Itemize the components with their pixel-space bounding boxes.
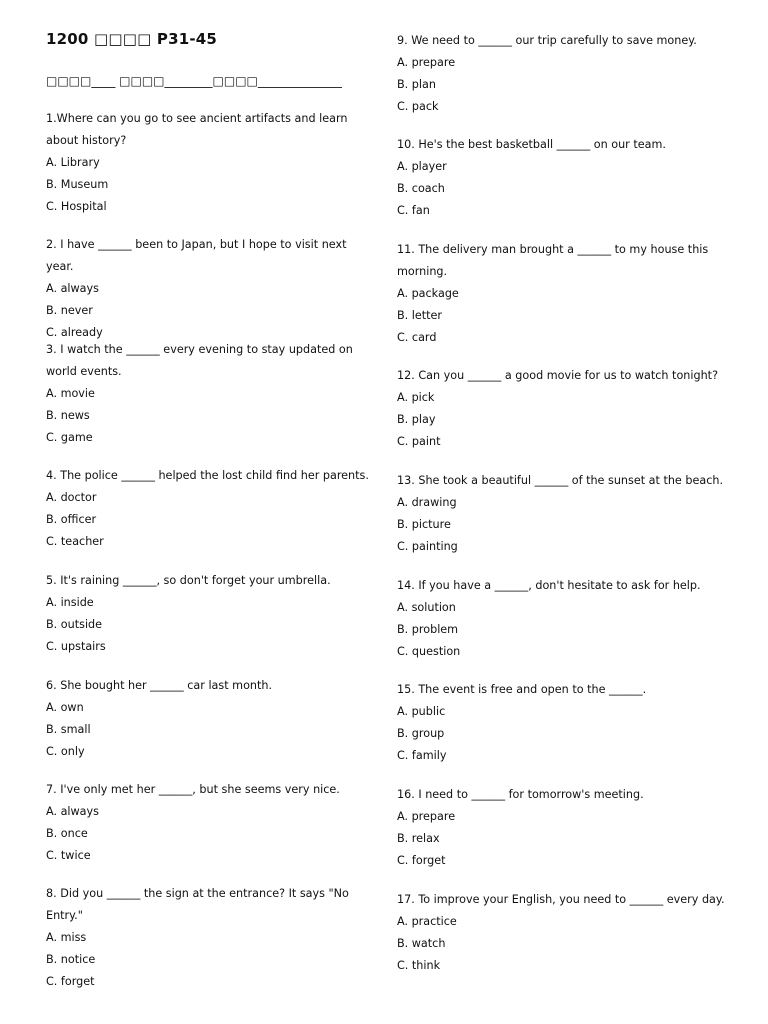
question-15 (397, 679, 727, 767)
option-b: B. relax (397, 832, 440, 845)
option-b: B. letter (397, 309, 443, 322)
option-c: C. forget (46, 975, 95, 988)
question-4 (46, 465, 376, 553)
question-text: 15. The event is free and open to the ______. (397, 683, 647, 696)
option-a: A. prepare (397, 810, 456, 823)
question-16 (397, 784, 727, 872)
question-1 (46, 108, 376, 218)
option-c: C. paint (397, 435, 441, 448)
question-5 (46, 570, 376, 658)
option-a: A. public (397, 705, 446, 718)
page-title: 1200 □□□□ P31-45 (46, 30, 218, 48)
question-2 (46, 234, 376, 344)
question-text: 16. I need to ______ for tomorrow's meeting. (397, 788, 644, 801)
option-a: A. own (46, 701, 84, 714)
option-c: C. upstairs (46, 640, 106, 653)
option-c: C. family (397, 749, 447, 762)
question-text: 3. I watch the ______ every evening to stay updated on world events. (46, 343, 353, 378)
option-a: A. package (397, 287, 459, 300)
option-b: B. coach (397, 182, 445, 195)
option-c: C. pack (397, 100, 439, 113)
question-text: 2. I have ______ been to Japan, but I hope to visit next year. (46, 238, 347, 273)
question-text: 9. We need to ______ our trip carefully to save money. (397, 34, 697, 47)
option-b: B. notice (46, 953, 96, 966)
option-b: B. outside (46, 618, 103, 631)
option-a: A. pick (397, 391, 435, 404)
option-a: A. always (46, 805, 99, 818)
question-text: 4. The police ______ helped the lost child find her parents. (46, 469, 369, 482)
question-8 (46, 883, 376, 993)
question-text: 7. I've only met her ______, but she seems very nice. (46, 783, 340, 796)
option-c: C. painting (397, 540, 458, 553)
question-text: 17. To improve your English, you need to ______ every day. (397, 893, 725, 906)
option-b: B. news (46, 409, 90, 422)
option-b: B. group (397, 727, 445, 740)
option-c: C. only (46, 745, 85, 758)
student-info-line: □□□□____ □□□□________□□□□______________ (46, 74, 342, 88)
option-a: A. Library (46, 156, 100, 169)
option-a: A. doctor (46, 491, 97, 504)
question-13 (397, 470, 727, 558)
option-a: A. movie (46, 387, 95, 400)
question-7 (46, 779, 376, 867)
option-c: C. twice (46, 849, 91, 862)
question-text: 13. She took a beautiful ______ of the sunset at the beach. (397, 474, 724, 487)
question-14 (397, 575, 727, 663)
option-b: B. plan (397, 78, 436, 91)
option-c: C. teacher (46, 535, 104, 548)
option-b: B. problem (397, 623, 459, 636)
option-a: A. player (397, 160, 447, 173)
option-b: B. small (46, 723, 91, 736)
question-3 (46, 339, 376, 449)
question-10 (397, 134, 727, 222)
question-text: 5. It's raining ______, so don't forget your umbrella. (46, 574, 331, 587)
option-b: B. Museum (46, 178, 109, 191)
option-c: C. fan (397, 204, 430, 217)
question-text: 10. He's the best basketball ______ on our team. (397, 138, 666, 151)
option-b: B. watch (397, 937, 446, 950)
question-9 (397, 30, 727, 118)
option-c: C. Hospital (46, 200, 107, 213)
question-12 (397, 365, 727, 453)
question-text: 6. She bought her ______ car last month. (46, 679, 273, 692)
question-text: 12. Can you ______ a good movie for us to watch tonight? (397, 369, 719, 382)
option-c: C. already (46, 326, 103, 339)
option-b: B. never (46, 304, 93, 317)
option-c: C. think (397, 959, 441, 972)
option-b: B. play (397, 413, 436, 426)
option-a: A. solution (397, 601, 456, 614)
option-b: B. officer (46, 513, 97, 526)
option-c: C. question (397, 645, 461, 658)
option-c: C. game (46, 431, 93, 444)
option-a: A. prepare (397, 56, 456, 69)
question-text: 8. Did you ______ the sign at the entrance? It says "No Entry." (46, 887, 349, 922)
question-text: 14. If you have a ______, don't hesitate to ask for help. (397, 579, 701, 592)
question-text: 11. The delivery man brought a ______ to my house this morning. (397, 243, 709, 278)
option-a: A. miss (46, 931, 87, 944)
option-c: C. card (397, 331, 437, 344)
option-a: A. practice (397, 915, 457, 928)
option-a: A. always (46, 282, 99, 295)
option-c: C. forget (397, 854, 446, 867)
question-17 (397, 889, 727, 977)
question-11 (397, 239, 727, 349)
question-text: 1.Where can you go to see ancient artifacts and learn about history? (46, 112, 348, 147)
option-a: A. drawing (397, 496, 457, 509)
option-a: A. inside (46, 596, 94, 609)
option-b: B. picture (397, 518, 451, 531)
option-b: B. once (46, 827, 88, 840)
question-6 (46, 675, 376, 763)
